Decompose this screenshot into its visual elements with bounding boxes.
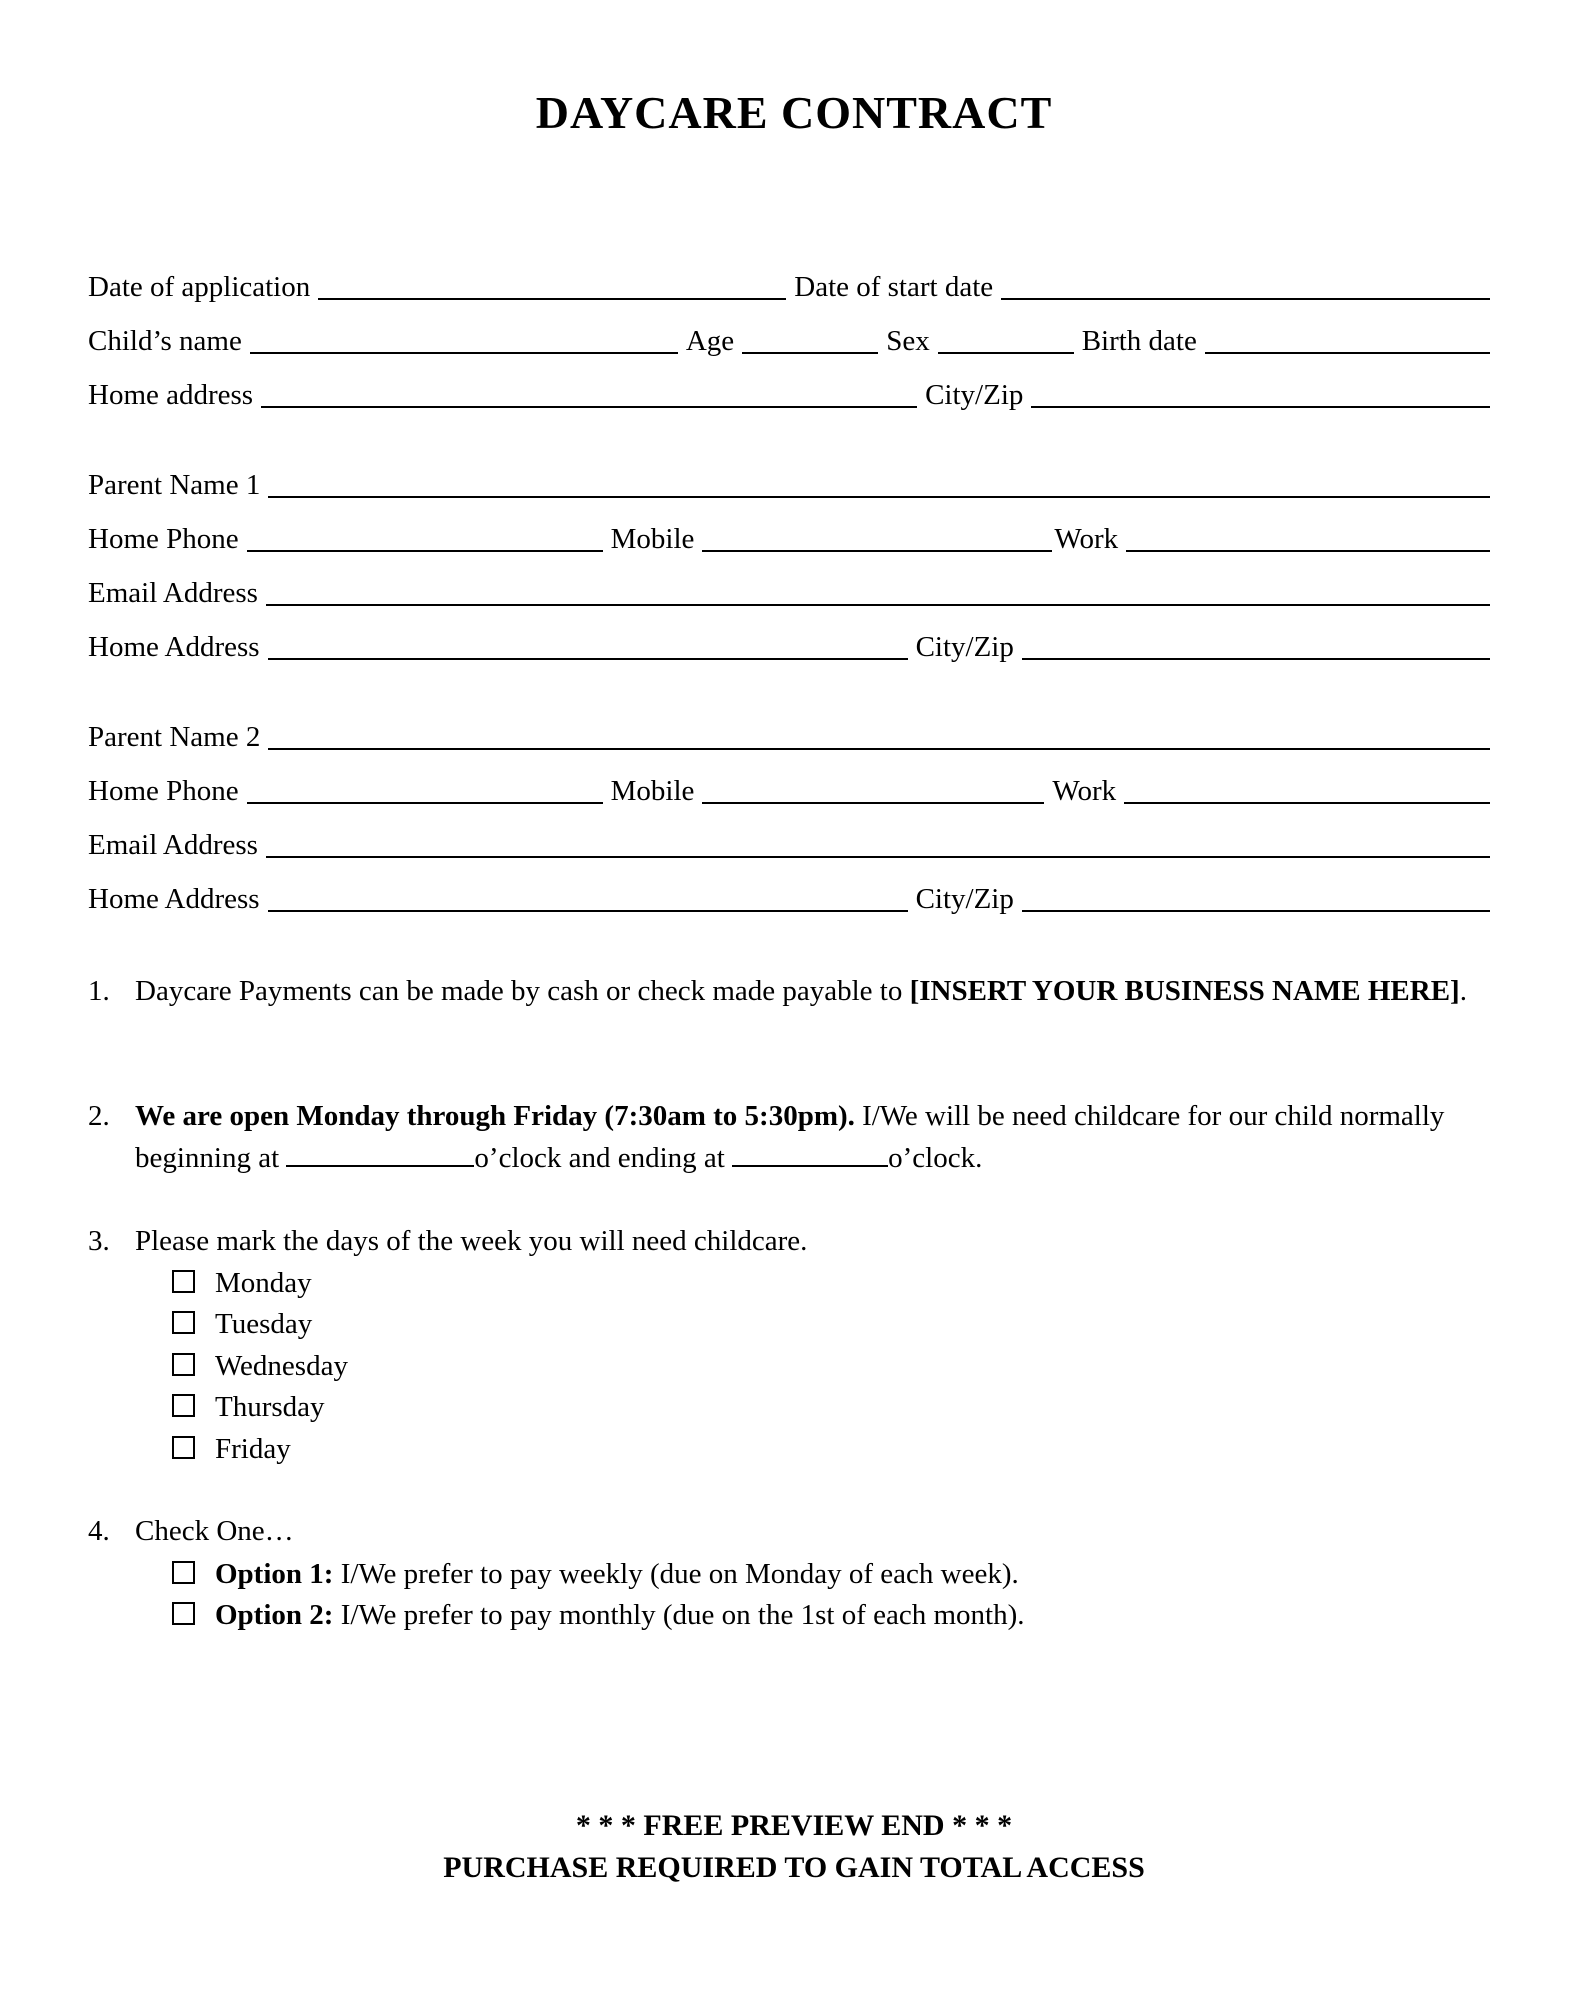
hours-statement: We are open Monday through Friday (7:30am to 5:30pm). — [135, 1100, 855, 1132]
business-name-placeholder: [INSERT YOUR BUSINESS NAME HERE] — [909, 975, 1460, 1007]
term-2-body — [135, 1095, 1508, 1179]
home-address-field[interactable] — [261, 406, 917, 408]
row-parent1-phones — [88, 516, 1498, 556]
term-2-end-text: o’clock. — [888, 1142, 983, 1174]
day-checkbox-friday[interactable] — [172, 1428, 291, 1470]
parent2-mobile-label: Mobile — [610, 775, 695, 807]
city-zip-label: City/Zip — [925, 379, 1024, 411]
purchase-notice: PURCHASE REQUIRED TO GAIN TOTAL ACCESS — [443, 1851, 1145, 1884]
term-3-text: Please mark the days of the week you will need childcare. — [135, 1225, 808, 1257]
age-label: Age — [685, 325, 735, 357]
checkbox-icon[interactable] — [172, 1270, 195, 1293]
home-address-label: Home address — [88, 379, 254, 411]
parent1-work-field[interactable] — [1126, 550, 1490, 552]
parent2-work-field[interactable] — [1124, 802, 1490, 804]
checkbox-icon[interactable] — [172, 1394, 195, 1417]
parent2-city-zip-label: City/Zip — [915, 883, 1014, 915]
parent1-home-address-field[interactable] — [268, 658, 908, 660]
parent1-name-field[interactable] — [268, 496, 1490, 498]
parent1-work-label: Work — [1054, 523, 1119, 555]
term-1-period: . — [1459, 975, 1467, 1007]
parent2-mobile-field[interactable] — [702, 802, 1044, 804]
date-of-application-field[interactable] — [318, 298, 786, 300]
term-2 — [88, 1095, 1508, 1179]
parent1-city-zip-field[interactable] — [1022, 658, 1490, 660]
checkbox-icon[interactable] — [172, 1436, 195, 1459]
term-1-number: 1. — [88, 975, 110, 1007]
term-1-body — [135, 970, 1508, 1012]
birth-date-label: Birth date — [1081, 325, 1197, 357]
term-1 — [88, 970, 1508, 1012]
city-zip-field[interactable] — [1031, 406, 1490, 408]
parent2-name-field[interactable] — [268, 748, 1490, 750]
parent2-home-phone-label: Home Phone — [88, 775, 239, 807]
row-parent2-email — [88, 822, 1498, 862]
row-parent2-name — [88, 714, 1498, 754]
term-3-number: 3. — [88, 1225, 110, 1257]
parent1-name-label: Parent Name 1 — [88, 469, 261, 501]
parent1-home-phone-label: Home Phone — [88, 523, 239, 555]
day-label: Friday — [215, 1433, 291, 1465]
parent1-home-address-label: Home Address — [88, 631, 260, 663]
date-of-application-label: Date of application — [88, 271, 311, 303]
day-label: Thursday — [215, 1391, 325, 1423]
parent1-email-label: Email Address — [88, 577, 258, 609]
term-4-number: 4. — [88, 1515, 110, 1547]
document-title: DAYCARE CONTRACT — [535, 87, 1053, 138]
parent1-home-phone-field[interactable] — [247, 550, 603, 552]
row-dates — [88, 264, 1498, 304]
parent1-mobile-field[interactable] — [702, 550, 1052, 552]
date-of-start-field[interactable] — [1001, 298, 1490, 300]
term-1-text: Daycare Payments can be made by cash or check made payable to — [135, 975, 910, 1007]
day-checkbox-wednesday[interactable] — [172, 1345, 348, 1387]
term-2-text: I/We will be need childcare for our child normally beginning at — [135, 1100, 1445, 1174]
row-child-address — [88, 372, 1498, 412]
parent2-name-label: Parent Name 2 — [88, 721, 261, 753]
parent1-mobile-label: Mobile — [610, 523, 695, 555]
payment-option-weekly[interactable] — [172, 1553, 1019, 1595]
row-child-name — [88, 318, 1498, 358]
option-text: I/We prefer to pay monthly (due on the 1st of each month). — [333, 1599, 1025, 1631]
day-checkbox-thursday[interactable] — [172, 1386, 325, 1428]
parent2-home-address-field[interactable] — [268, 910, 908, 912]
start-time-field[interactable] — [286, 1137, 474, 1167]
parent2-home-phone-field[interactable] — [247, 802, 603, 804]
term-4-text: Check One… — [135, 1515, 294, 1547]
day-label: Tuesday — [215, 1308, 313, 1340]
row-parent2-address — [88, 876, 1498, 916]
birth-date-field[interactable] — [1205, 352, 1490, 354]
row-parent1-name — [88, 462, 1498, 502]
childs-name-field[interactable] — [250, 352, 678, 354]
option-label: Option 2: — [215, 1599, 334, 1631]
day-checkbox-tuesday[interactable] — [172, 1303, 312, 1345]
option-label: Option 1: — [215, 1558, 334, 1590]
parent1-email-field[interactable] — [266, 604, 1490, 606]
age-field[interactable] — [742, 352, 878, 354]
checkbox-icon[interactable] — [172, 1602, 195, 1625]
childs-name-label: Child’s name — [88, 325, 242, 357]
term-2-number: 2. — [88, 1100, 110, 1132]
parent2-work-label: Work — [1052, 775, 1117, 807]
parent2-city-zip-field[interactable] — [1022, 910, 1490, 912]
end-time-field[interactable] — [732, 1137, 888, 1167]
row-parent1-email — [88, 570, 1498, 610]
term-4 — [88, 1510, 1508, 1552]
parent1-city-zip-label: City/Zip — [915, 631, 1014, 663]
row-parent1-address — [88, 624, 1498, 664]
day-label: Monday — [215, 1267, 312, 1299]
payment-option-monthly[interactable] — [172, 1594, 1024, 1636]
parent2-email-label: Email Address — [88, 829, 258, 861]
checkbox-icon[interactable] — [172, 1561, 195, 1584]
preview-end-notice: * * * FREE PREVIEW END * * * — [575, 1809, 1013, 1842]
term-3 — [88, 1220, 1508, 1262]
checkbox-icon[interactable] — [172, 1353, 195, 1376]
sex-field[interactable] — [938, 352, 1074, 354]
row-parent2-phones — [88, 768, 1498, 808]
term-2-mid-text: o’clock and ending at — [474, 1142, 733, 1174]
date-of-start-label: Date of start date — [794, 271, 994, 303]
parent2-home-address-label: Home Address — [88, 883, 260, 915]
checkbox-icon[interactable] — [172, 1311, 195, 1334]
day-label: Wednesday — [215, 1350, 348, 1382]
day-checkbox-monday[interactable] — [172, 1262, 312, 1304]
parent2-email-field[interactable] — [266, 856, 1490, 858]
sex-label: Sex — [886, 325, 930, 357]
option-text: I/We prefer to pay weekly (due on Monday of each week). — [333, 1558, 1019, 1590]
